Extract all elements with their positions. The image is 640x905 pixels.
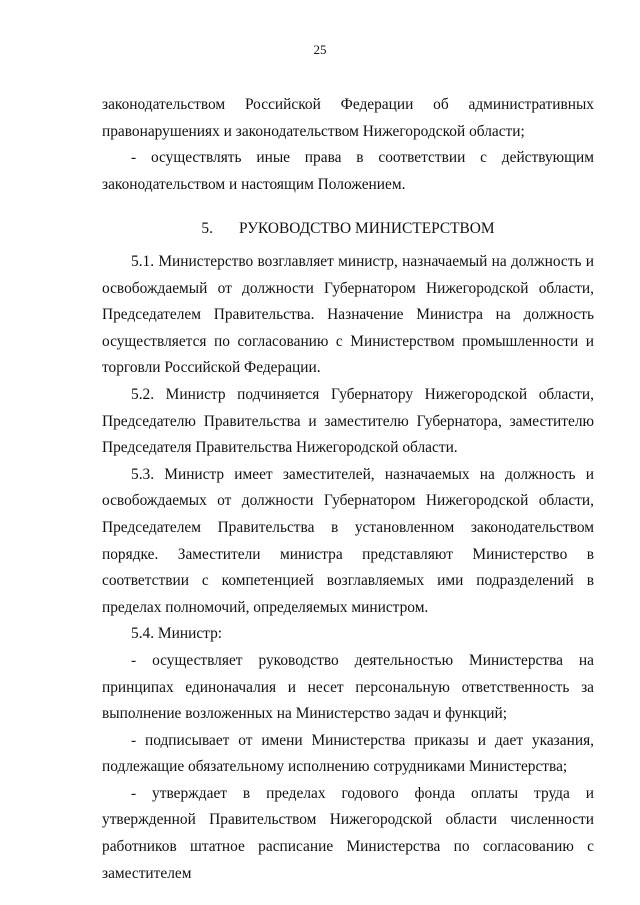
paragraph-5-4: 5.4. Министр: bbox=[131, 625, 223, 643]
section-heading bbox=[102, 216, 594, 242]
main-text-block bbox=[102, 249, 594, 887]
page-number: 25 bbox=[313, 42, 327, 57]
list-item-leadership: - осуществляет руководство деятельностью Министерства на принципах единоначалия и несет персональную ответственность за выполнение возложенных на Министерство задач и функций; bbox=[102, 651, 594, 723]
paragraph-5-3: 5.3. Министр имеет заместителей, назначаемых на должность и освобождаемых от должности Губернатором Нижегородской области, Председателем Правительства в установленном законодательством порядке. Заместители министра представляют Министерство в соответствии с компетенцией возглавляемых ими подразделений в пределах полномочий, определяемых министром. bbox=[102, 465, 594, 616]
paragraph-continuation: законодательством Российской Федерации об административных правонарушениях и законодательством Нижегородской области; bbox=[102, 96, 594, 140]
paragraph-5-2: 5.2. Министр подчиняется Губернатору Нижегородской области, Председателю Правительства и заместителю Губернатора, заместителю Председателя Правительства Нижегородской области. bbox=[102, 385, 594, 457]
top-continuation-block bbox=[102, 92, 594, 198]
section-number: 5. bbox=[201, 220, 213, 237]
list-item-staff-schedule: - утверждает в пределах годового фонда оплаты труда и утвержденной Правительством Нижегородской области численности работников штатное расписание Министерства по согласованию с заместителем bbox=[102, 784, 594, 882]
paragraph-5-1: 5.1. Министерство возглавляет министр, назначаемый на должность и освобождаемый от должности Губернатором Нижегородской области, Председателем Правительства. Назначение Министра на должность осуществляется по согласованию с Министерством промышленности и торговли Российской Федерации. bbox=[102, 253, 594, 377]
paragraph-other-rights: - осуществлять иные права в соответствии с действующим законодательством и настоящим Положением. bbox=[102, 149, 594, 193]
list-item-signs-orders: - подписывает от имени Министерства приказы и дает указания, подлежащие обязательному исполнению сотрудниками Министерства; bbox=[102, 731, 594, 776]
section-title: РУКОВОДСТВО МИНИСТЕРСТВОМ bbox=[238, 220, 495, 237]
